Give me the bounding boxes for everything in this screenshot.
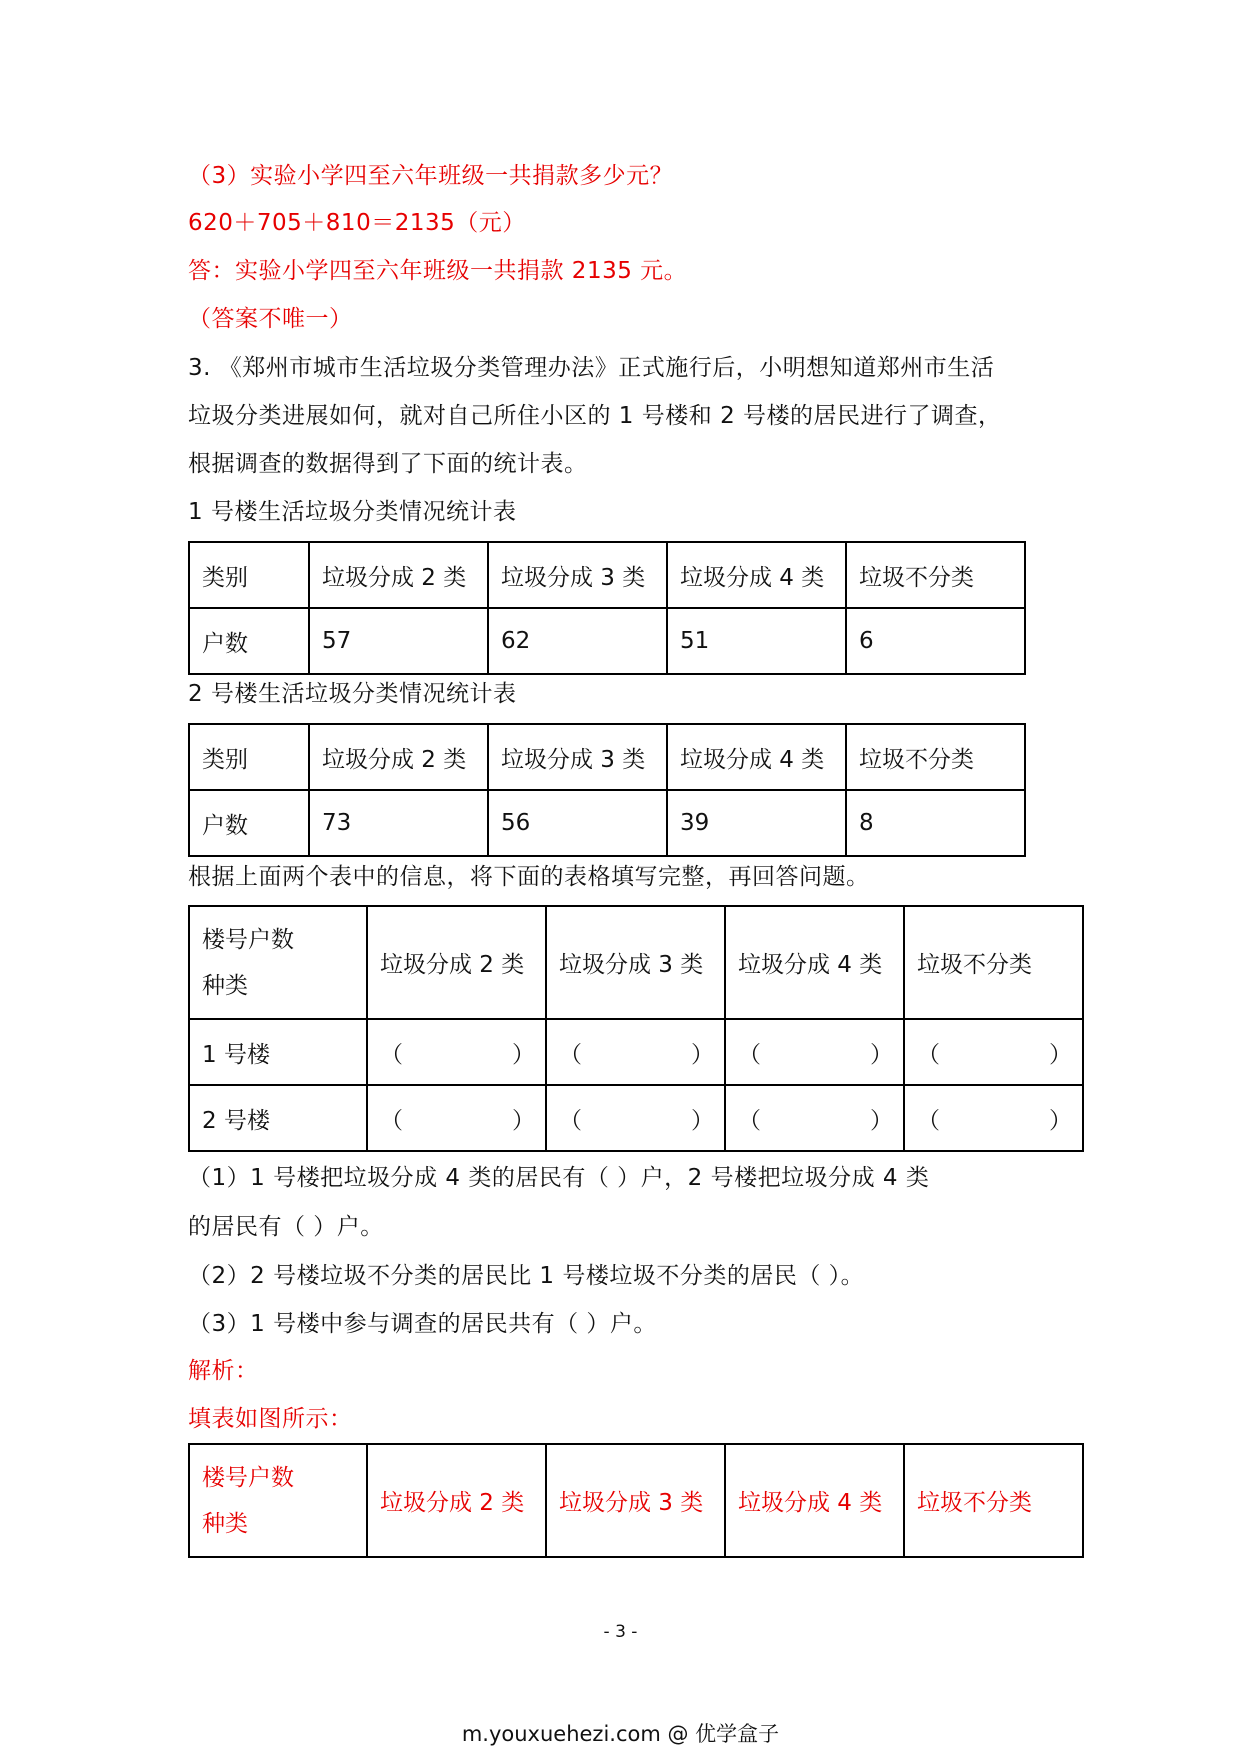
page-number: - 3 - — [603, 1622, 638, 1642]
table-cell: 62 — [488, 608, 667, 674]
table-corner-cell — [189, 906, 367, 1019]
question-2: （2）2 号楼垃圾不分类的居民比 1 号楼垃圾不分类的居民（ ）。 — [188, 1263, 865, 1289]
corner-top-label: 楼号户数 — [202, 926, 294, 953]
table-cell: 类别 — [189, 542, 309, 608]
table-cell: 6 — [846, 608, 1025, 674]
table-cell: 垃圾分成 3 类 — [546, 906, 725, 1019]
table-cell: 垃圾不分类 — [846, 542, 1025, 608]
site-footer: m.youxuehezi.com @ 优学盒子 — [461, 1722, 780, 1746]
table-1-caption: 1 号楼生活垃圾分类情况统计表 — [188, 499, 517, 525]
table-cell: 1 号楼 — [189, 1019, 367, 1085]
table-cell: 垃圾分成 3 类 — [488, 724, 667, 790]
corner-bottom-label: 种类 — [202, 972, 248, 999]
table-2-caption: 2 号楼生活垃圾分类情况统计表 — [188, 681, 517, 707]
blank-cell: （ ） — [725, 1019, 904, 1085]
blank-cell: （ ） — [904, 1019, 1083, 1085]
corner-top-label: 楼号户数 — [202, 1464, 294, 1491]
question-1-line-2: 的居民有（ ）户。 — [188, 1214, 384, 1240]
table-cell: 73 — [309, 790, 488, 856]
table-cell: 垃圾分成 2 类 — [367, 906, 546, 1019]
table-cell: 垃圾分成 4 类 — [667, 724, 846, 790]
table-4-answer — [188, 1443, 1084, 1558]
problem-3-line-2: 垃圾分类进展如何，就对自己所住小区的 1 号楼和 2 号楼的居民进行了调查， — [188, 403, 1002, 429]
table-corner-cell — [189, 1444, 367, 1557]
table-cell: 垃圾分成 4 类 — [667, 542, 846, 608]
table-cell: 户数 — [189, 790, 309, 856]
table-1-header-row — [189, 542, 1025, 608]
blank-cell: （ ） — [725, 1085, 904, 1151]
table-3-row-building-1 — [189, 1019, 1083, 1085]
table-cell: 57 — [309, 608, 488, 674]
answer-equation: 620＋705＋810＝2135（元） — [188, 210, 526, 236]
blank-cell: （ ） — [904, 1085, 1083, 1151]
table-2-data-row — [189, 790, 1025, 856]
table-cell: 户数 — [189, 608, 309, 674]
question-1-line-1: （1）1 号楼把垃圾分成 4 类的居民有（ ）户，2 号楼把垃圾分成 4 类 — [188, 1165, 930, 1191]
instruction-text: 根据上面两个表中的信息，将下面的表格填写完整，再回答问题。 — [188, 864, 870, 890]
table-3-header-row — [189, 906, 1083, 1019]
table-cell: 垃圾分成 4 类 — [725, 906, 904, 1019]
table-cell: 56 — [488, 790, 667, 856]
corner-bottom-label: 种类 — [202, 1510, 248, 1537]
table-cell: 垃圾分成 2 类 — [309, 542, 488, 608]
table-cell: 2 号楼 — [189, 1085, 367, 1151]
table-2 — [188, 723, 1026, 857]
answer-statement: 答：实验小学四至六年班级一共捐款 2135 元。 — [188, 258, 688, 284]
blank-cell: （ ） — [367, 1085, 546, 1151]
analysis-fill-note: 填表如图所示： — [188, 1406, 353, 1432]
table-cell: 垃圾不分类 — [904, 906, 1083, 1019]
blank-cell: （ ） — [546, 1019, 725, 1085]
problem-3-line-3: 根据调查的数据得到了下面的统计表。 — [188, 451, 588, 477]
analysis-label: 解析： — [188, 1358, 259, 1384]
table-cell: 垃圾不分类 — [904, 1444, 1083, 1557]
table-cell: 垃圾不分类 — [846, 724, 1025, 790]
table-cell: 8 — [846, 790, 1025, 856]
question-3: （3）1 号楼中参与调查的居民共有（ ）户。 — [188, 1311, 657, 1337]
table-cell: 垃圾分成 3 类 — [488, 542, 667, 608]
table-cell: 类别 — [189, 724, 309, 790]
table-4-header-row — [189, 1444, 1083, 1557]
table-cell: 垃圾分成 2 类 — [367, 1444, 546, 1557]
blank-cell: （ ） — [367, 1019, 546, 1085]
table-1 — [188, 541, 1026, 675]
table-3-row-building-2 — [189, 1085, 1083, 1151]
problem-3-line-1: 3. 《郑州市城市生活垃圾分类管理办法》正式施行后，小明想知道郑州市生活 — [188, 355, 995, 381]
table-cell: 51 — [667, 608, 846, 674]
table-cell: 垃圾分成 2 类 — [309, 724, 488, 790]
blank-cell: （ ） — [546, 1085, 725, 1151]
answer-question-3: （3）实验小学四至六年班级一共捐款多少元？ — [188, 163, 674, 189]
table-cell: 垃圾分成 3 类 — [546, 1444, 725, 1557]
table-cell: 垃圾分成 4 类 — [725, 1444, 904, 1557]
table-1-data-row — [189, 608, 1025, 674]
table-3-fill-in — [188, 905, 1084, 1152]
answer-note: （答案不唯一） — [188, 306, 353, 332]
table-2-header-row — [189, 724, 1025, 790]
table-cell: 39 — [667, 790, 846, 856]
